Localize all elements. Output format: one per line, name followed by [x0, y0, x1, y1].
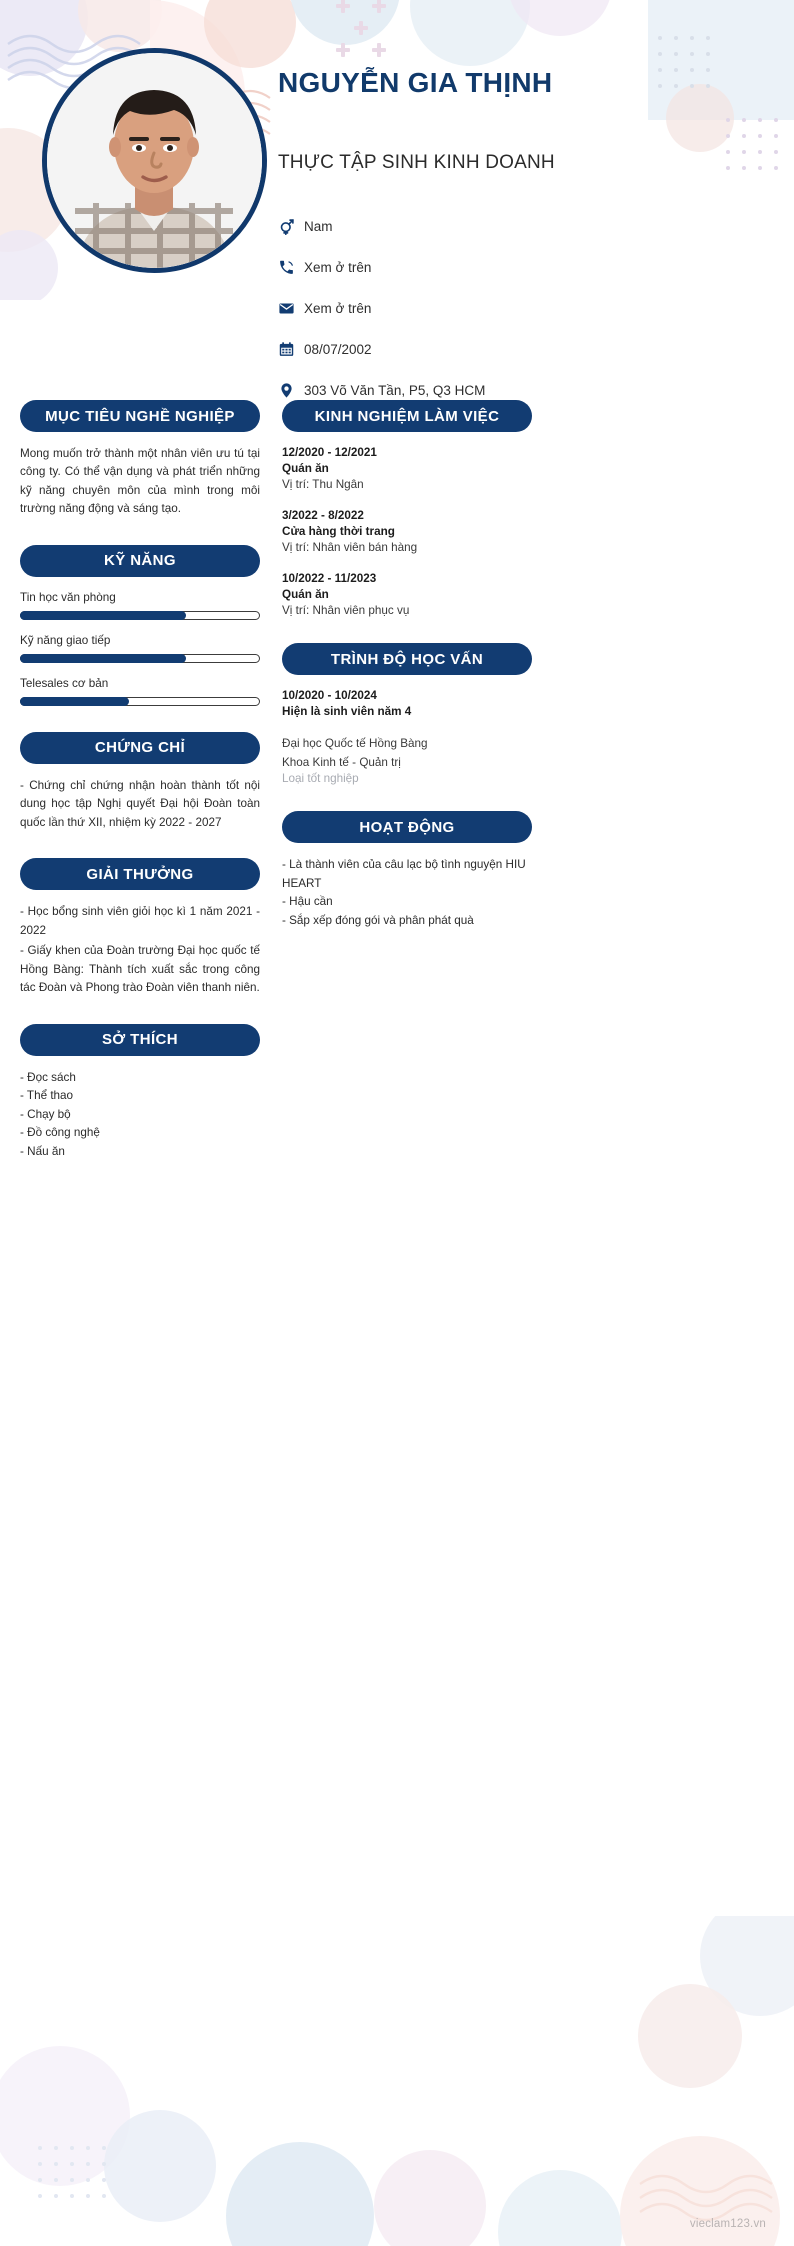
spacer — [282, 721, 532, 735]
experience-position: Vị trí: Nhân viên phục vụ — [282, 604, 410, 617]
section-title-skills: KỸ NĂNG — [20, 545, 260, 577]
certificates-text: - Chứng chỉ chứng nhận hoàn thành tốt nội dung học tập Nghị quyết Đại hội Đoàn toàn quốc lần thứ XII, nhiệm kỳ 2022 - 2027 — [20, 778, 260, 829]
experience-dates: 10/2022 - 11/2023 — [282, 572, 377, 585]
section-certificates — [20, 732, 260, 832]
activity-line: - Hậu cần — [282, 895, 333, 909]
interest-line: - Nấu ăn — [20, 1144, 65, 1158]
right-column — [282, 400, 532, 956]
education-dates: 10/2020 - 10/2024 — [282, 689, 377, 702]
contact-row-gender — [278, 212, 698, 241]
interest-line: - Đồ công nghệ — [20, 1126, 100, 1140]
skill-progress-fill — [20, 697, 129, 706]
contact-text: Xem ở trên — [304, 260, 372, 275]
experience-position: Vị trí: Thu Ngân — [282, 478, 364, 491]
skill-label: Tin học văn phòng — [20, 590, 116, 604]
section-experience — [282, 400, 532, 617]
section-education — [282, 643, 532, 785]
section-title-objective: MỤC TIÊU NGHỀ NGHIỆP — [20, 400, 260, 432]
skill-label: Kỹ năng giao tiếp — [20, 633, 111, 647]
award-line: - Học bổng sinh viên giỏi học kì 1 năm 2021 - 2022 — [20, 905, 260, 937]
skill-item — [20, 634, 260, 663]
section-title-certificates: CHỨNG CHỈ — [20, 732, 260, 764]
section-title-interests: SỞ THÍCH — [20, 1024, 260, 1056]
skill-label: Telesales cơ bản — [20, 676, 109, 690]
award-line: - Giấy khen của Đoàn trường Đại học quốc tế Hồng Bàng: Thành tích xuất sắc trong công tác Đoàn và Phong trào Đoàn viên thanh niên. — [20, 944, 260, 995]
page-title: NGUYỄN GIA THỊNH — [278, 67, 553, 98]
gender-icon — [278, 218, 304, 235]
section-objective — [20, 400, 260, 519]
experience-item — [282, 509, 532, 554]
skill-progress-fill — [20, 611, 186, 620]
skill-item — [20, 591, 260, 620]
objective-text: Mong muốn trở thành một nhân viên ưu tú tại công ty. Có thể vận dụng và phát triển những kỹ năng chuyên môn của mình trong môi trường năng động và sáng tạo. — [20, 447, 260, 516]
education-item — [282, 689, 532, 785]
cv-header — [0, 0, 794, 400]
section-awards — [20, 858, 260, 997]
location-icon — [278, 382, 304, 399]
skill-item — [20, 677, 260, 706]
section-title-experience: KINH NGHIỆM LÀM VIỆC — [282, 400, 532, 432]
contact-text: Xem ở trên — [304, 301, 372, 316]
contact-row-email — [278, 294, 698, 323]
skill-progress-track — [20, 611, 260, 620]
section-interests — [20, 1024, 260, 1161]
education-grade-placeholder: Loại tốt nghiệp — [282, 772, 359, 786]
contact-text: 08/07/2002 — [304, 342, 372, 357]
avatar-image — [47, 53, 262, 268]
activity-line: - Là thành viên của câu lạc bộ tình nguyện HIU HEART — [282, 858, 526, 890]
education-status: Hiện là sinh viên năm 4 — [282, 705, 412, 718]
interest-line: - Chạy bộ — [20, 1107, 71, 1121]
interest-line: - Thể thao — [20, 1089, 74, 1103]
watermark: vieclam123.vn — [689, 2218, 766, 2230]
calendar-icon — [278, 341, 304, 358]
section-activities — [282, 811, 532, 930]
experience-org: Quán ăn — [282, 462, 329, 475]
avatar — [42, 48, 267, 273]
contact-text: 303 Võ Văn Tần, P5, Q3 HCM — [304, 383, 486, 398]
envelope-icon — [278, 300, 304, 317]
section-title-awards: GIẢI THƯỞNG — [20, 858, 260, 890]
experience-org: Cửa hàng thời trang — [282, 525, 395, 538]
activity-line: - Sắp xếp đóng gói và phân phát quà — [282, 913, 474, 927]
education-major: Khoa Kinh tế - Quản trị — [282, 755, 401, 769]
contact-row-birthday — [278, 335, 698, 364]
skill-progress-track — [20, 697, 260, 706]
section-skills — [20, 545, 260, 706]
experience-org: Quán ăn — [282, 588, 329, 601]
left-column — [20, 400, 260, 1187]
interest-line: - Đọc sách — [20, 1070, 76, 1084]
section-title-education: TRÌNH ĐỘ HỌC VẤN — [282, 643, 532, 675]
section-title-activities: HOẠT ĐỘNG — [282, 811, 532, 843]
experience-dates: 3/2022 - 8/2022 — [282, 509, 364, 522]
contact-text: Nam — [304, 219, 333, 234]
skill-progress-fill — [20, 654, 186, 663]
experience-item — [282, 572, 532, 617]
experience-item — [282, 446, 532, 491]
experience-position: Vị trí: Nhân viên bán hàng — [282, 541, 418, 554]
job-title: THỰC TẬP SINH KINH DOANH — [278, 152, 555, 173]
experience-dates: 12/2020 - 12/2021 — [282, 446, 377, 459]
education-school: Đại học Quốc tế Hồng Bàng — [282, 737, 428, 750]
phone-icon — [278, 259, 304, 276]
contact-list — [278, 212, 698, 417]
contact-row-phone — [278, 253, 698, 282]
skill-progress-track — [20, 654, 260, 663]
bottom-decoration — [0, 1916, 794, 2246]
